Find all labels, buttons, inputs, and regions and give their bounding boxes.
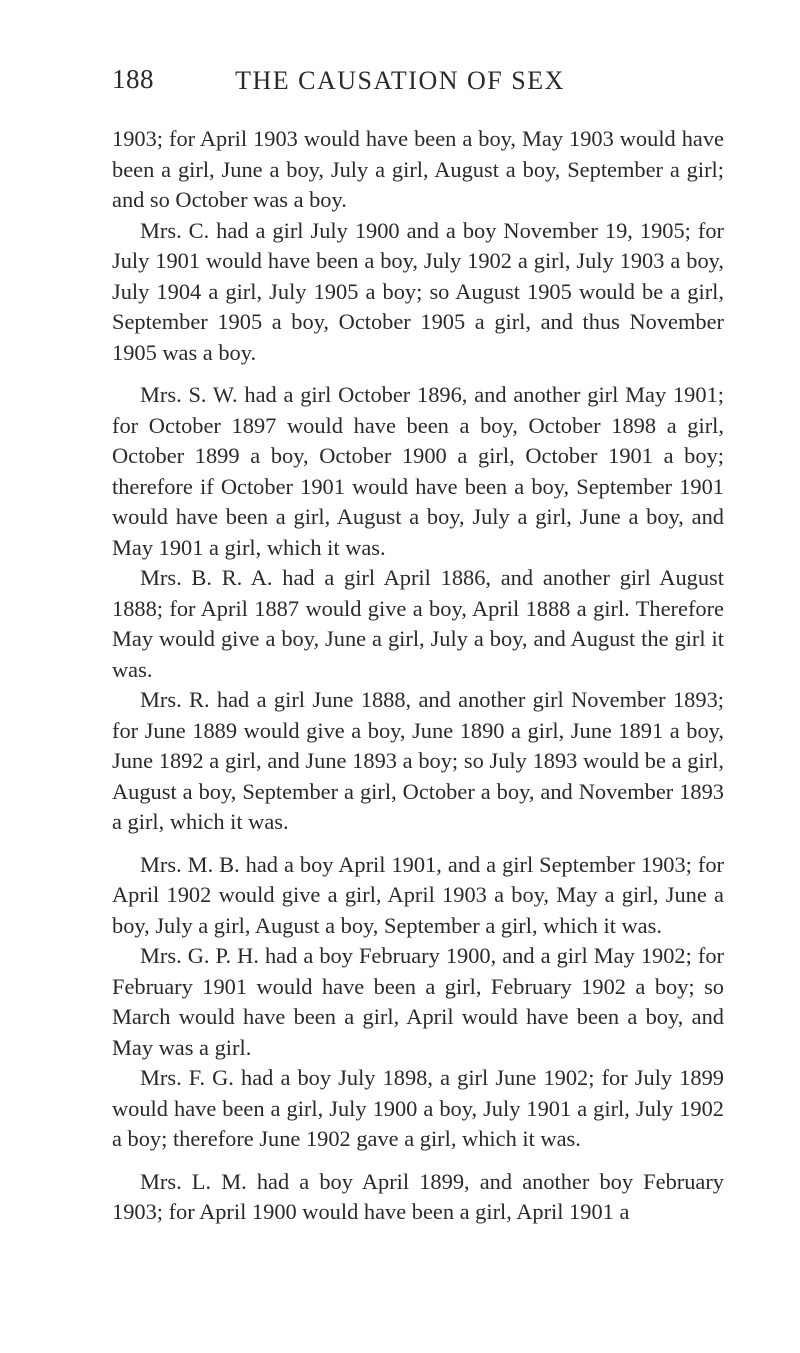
paragraph-continuation: 1903; for April 1903 would have been a boy, May 1903 would have been a girl, June a boy, July a girl, August a boy, September a girl; and so October was a boy. — [112, 126, 724, 212]
running-title: THE CAUSATION OF SEX — [235, 66, 565, 95]
paragraph-mrs-r: Mrs. R. had a girl June 1888, and another girl November 1893; for June 1889 would give a boy, June 1890 a girl, June 1891 a boy, June 1892 a girl, and June 1893 a boy; so July 1893 would be a girl, August a boy, September a girl, October a boy, and November 1893 a girl, which it was. — [112, 687, 724, 834]
paragraph-mrs-s-w: Mrs. S. W. had a girl October 1896, and another girl May 1901; for October 1897 would have been a boy, October 1898 a girl, October 1899 a boy, October 1900 a girl, October 1901 a boy; therefore if October 1901 would have been a boy, September 1901 would have been a girl, August a boy, July a girl, June a boy, and May 1901 a girl, which it was. — [112, 382, 724, 560]
paragraph-mrs-b-r-a: Mrs. B. R. A. had a girl April 1886, and another girl August 1888; for April 1887 would give a boy, April 1888 a girl. Therefore May would give a boy, June a girl, July a boy, and August the girl it was. — [112, 565, 724, 682]
paragraph-mrs-c: Mrs. C. had a girl July 1900 and a boy November 19, 1905; for July 1901 would have been a boy, July 1902 a girl, July 1903 a boy, July 1904 a girl, July 1905 a boy; so August 1905 would be a girl, September 1905 a boy, October 1905 a girl, and thus November 1905 was a boy. — [112, 217, 724, 365]
body-text — [112, 124, 724, 1228]
paragraph-mrs-g-p-h: Mrs. G. P. H. had a boy February 1900, and a girl May 1902; for February 1901 would have been a girl, February 1902 a boy; so March would have been a girl, April would have been a boy, and May was a girl. — [112, 943, 724, 1060]
paragraph-mrs-m-b: Mrs. M. B. had a boy April 1901, and a girl September 1903; for April 1902 would give a girl, April 1903 a boy, May a girl, June a boy, July a girl, August a boy, September a girl, which it was. — [112, 851, 724, 938]
paragraph-mrs-f-g: Mrs. F. G. had a boy July 1898, a girl June 1902; for July 1899 would have been a girl, July 1900 a boy, July 1901 a girl, July 1902 a boy; therefore June 1902 gave a girl, which it was. — [112, 1065, 724, 1151]
paragraph-mrs-l-m: Mrs. L. M. had a boy April 1899, and another boy February 1903; for April 1900 would have been a girl, April 1901 a — [112, 1168, 724, 1224]
page-number: 188 — [112, 64, 154, 94]
